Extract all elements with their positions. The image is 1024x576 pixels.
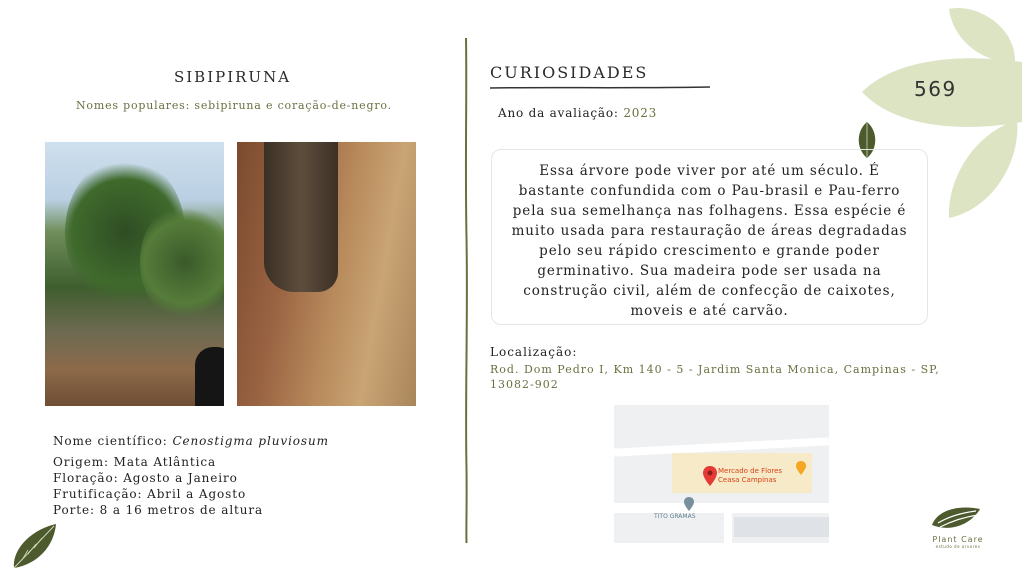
location-label: Localização:	[490, 345, 578, 359]
plant-care-logo	[930, 503, 982, 535]
location-marker-icon[interactable]	[684, 497, 694, 511]
flowering: Floração: Agosto a Janeiro	[53, 471, 238, 485]
leaf-icon	[945, 118, 1020, 220]
map-road	[724, 513, 732, 543]
tree-trunk	[264, 142, 338, 292]
tree-photo-trunk	[237, 142, 416, 406]
vertical-divider	[464, 38, 469, 543]
map-secondary-label: TITO GRAMAS	[654, 513, 696, 520]
origin: Origem: Mata Atlântica	[53, 455, 216, 469]
map-pin-label-line1: Mercado de Flores	[718, 467, 783, 475]
tree-photo-street	[45, 142, 224, 406]
leaf-icon	[10, 522, 60, 570]
scientific-name-row	[53, 434, 329, 448]
curiosities-title: CURIOSIDADES	[490, 63, 649, 82]
scientific-name: Cenostigma pluviosum	[172, 434, 329, 448]
brand-name	[918, 535, 998, 549]
map-building	[734, 517, 829, 537]
map-pin-icon[interactable]	[703, 466, 717, 486]
year-value: 2023	[623, 106, 658, 120]
brand-tagline: estudo de arvores	[935, 544, 981, 549]
map-road	[614, 503, 829, 513]
title-underline	[490, 86, 710, 89]
page-number-badge: 569	[914, 77, 957, 101]
evaluation-year-row	[498, 106, 657, 120]
person-silhouette	[195, 347, 224, 406]
location-marker-icon[interactable]	[796, 461, 806, 475]
plant-title: SIBIPIRUNA	[173, 68, 292, 86]
location-address: Rod. Dom Pedro I, Km 140 - 5 - Jardim Santa Monica, Campinas - SP, 13082-902	[490, 363, 940, 391]
popular-names: Nomes populares: sebipiruna e coração-de-negro.	[76, 99, 392, 112]
brand-title: Plant Care	[932, 535, 984, 544]
map-pin-label	[718, 467, 782, 485]
tree-canopy-2	[140, 202, 224, 322]
map-pin-label-line2: Ceasa Campinas	[718, 476, 777, 484]
description-box: Essa árvore pode viver por até um século. É bastante confundida com o Pau-brasil e Pau-ferro pela sua semelhança nas folhagens. Essa espécie é muito usada para restauração de áreas degradadas pelo seu rápido crescimento e grande poder germinativo. Sua madeira pode ser usada na construção civil, além de confecção de caixotes, moveis e até carvão.	[491, 149, 928, 325]
location-map[interactable]	[614, 405, 829, 543]
fruiting: Frutificação: Abril a Agosto	[53, 487, 247, 501]
scientific-label: Nome científico:	[53, 434, 173, 448]
year-label: Ano da avaliação:	[498, 106, 624, 120]
size: Porte: 8 a 16 metros de altura	[53, 503, 264, 517]
